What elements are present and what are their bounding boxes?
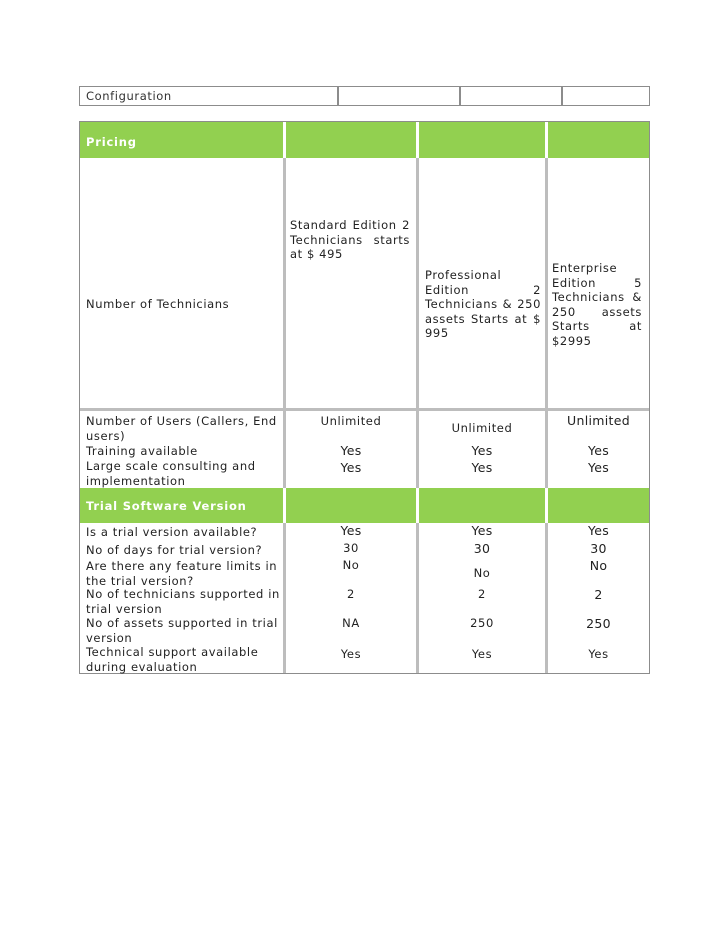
- professional-line: Professional: [425, 268, 502, 282]
- enterprise-line: Edition 5: [552, 275, 642, 290]
- feature-limits-enterprise: No: [589, 558, 608, 573]
- row-label-line: Number of Users (Callers, End: [86, 414, 277, 428]
- row-label-line: Technical support available: [86, 645, 259, 659]
- column-divider: [459, 87, 461, 105]
- tech-support-professional: Yes: [471, 647, 493, 661]
- row-label-line: users): [86, 428, 126, 443]
- trial-technicians-standard: 2: [347, 587, 355, 601]
- standard-line: Standard Edition 2: [290, 218, 410, 232]
- trial-days-professional: 30: [473, 541, 491, 556]
- trial-available-enterprise: Yes: [587, 523, 610, 538]
- row-label-line: Large scale consulting and: [86, 459, 256, 473]
- configuration-label: Configuration: [86, 89, 172, 103]
- users-enterprise-value: Unlimited: [567, 413, 630, 428]
- trial-header: Trial Software Version: [86, 499, 247, 513]
- column-divider: [416, 488, 419, 523]
- trial-days-enterprise: 30: [590, 541, 607, 556]
- column-divider: [545, 488, 548, 523]
- enterprise-line: Enterprise: [552, 261, 618, 275]
- trial-assets-enterprise: 250: [586, 616, 611, 631]
- technicians-row-label: Number of Technicians: [86, 297, 230, 311]
- professional-line: assets Starts at $: [425, 311, 541, 326]
- trial-days-label: No of days for trial version?: [86, 543, 263, 557]
- row-label-line: trial version: [86, 601, 163, 616]
- professional-line: Edition 2: [425, 282, 541, 297]
- trial-assets-standard: NA: [342, 616, 360, 630]
- trial-available-standard: Yes: [340, 523, 362, 538]
- consulting-standard-value: Yes: [340, 460, 362, 475]
- users-standard-value: Unlimited: [320, 414, 382, 428]
- users-row-label: [86, 414, 281, 443]
- users-professional-value: Unlimited: [451, 421, 513, 435]
- row-label-line: during evaluation: [86, 659, 198, 674]
- configuration-table: [79, 86, 650, 106]
- trial-assets-professional: 250: [470, 616, 494, 630]
- column-divider: [545, 122, 548, 158]
- column-divider: [283, 488, 286, 523]
- professional-line: Technicians & 250: [425, 297, 541, 311]
- tech-support-standard: Yes: [340, 647, 362, 661]
- training-professional-value: Yes: [471, 443, 493, 458]
- consulting-enterprise-value: Yes: [587, 460, 610, 475]
- row-label-line: the trial version?: [86, 573, 194, 588]
- column-divider: [561, 87, 563, 105]
- column-divider: [283, 122, 286, 158]
- trial-technicians-professional: 2: [478, 587, 486, 601]
- enterprise-line: Technicians &: [552, 290, 642, 304]
- consulting-row-label: [86, 459, 281, 488]
- trial-available-label: Is a trial version available?: [86, 525, 258, 539]
- row-label-line: implementation: [86, 473, 186, 488]
- professional-line: 995: [425, 326, 449, 340]
- column-divider: [416, 122, 419, 158]
- enterprise-line: Starts at: [552, 319, 642, 333]
- trial-available-professional: Yes: [471, 523, 493, 538]
- row-label-line: No of assets supported in trial: [86, 616, 278, 630]
- column-divider: [337, 87, 339, 105]
- enterprise-line: 250 assets: [552, 304, 642, 319]
- pricing-header-row: [80, 122, 649, 158]
- consulting-professional-value: Yes: [471, 460, 493, 475]
- row-label-line: No of technicians supported in: [86, 587, 280, 601]
- enterprise-edition-price: [552, 261, 642, 348]
- enterprise-line: $2995: [552, 333, 592, 348]
- training-standard-value: Yes: [340, 443, 362, 458]
- feature-limits-professional: No: [473, 566, 491, 580]
- trial-days-standard: 30: [343, 541, 359, 555]
- pricing-header: Pricing: [86, 135, 137, 149]
- trial-assets-label: [86, 616, 281, 645]
- standard-line: Technicians starts: [290, 232, 410, 247]
- tech-support-label: [86, 645, 281, 674]
- feature-limits-standard: No: [342, 558, 360, 572]
- training-row-label: Training available: [86, 444, 198, 458]
- feature-limits-label: [86, 559, 281, 588]
- tech-support-enterprise: Yes: [588, 647, 609, 661]
- row-label-line: Are there any feature limits in: [86, 559, 278, 573]
- row-divider: [80, 408, 649, 411]
- professional-edition-price: [425, 268, 541, 341]
- standard-edition-price: [290, 218, 410, 262]
- trial-technicians-label: [86, 587, 281, 616]
- trial-technicians-enterprise: 2: [594, 587, 603, 602]
- comparison-table: [79, 121, 650, 674]
- standard-line: at $ 495: [290, 247, 343, 261]
- training-enterprise-value: Yes: [587, 443, 610, 458]
- row-label-line: version: [86, 630, 133, 645]
